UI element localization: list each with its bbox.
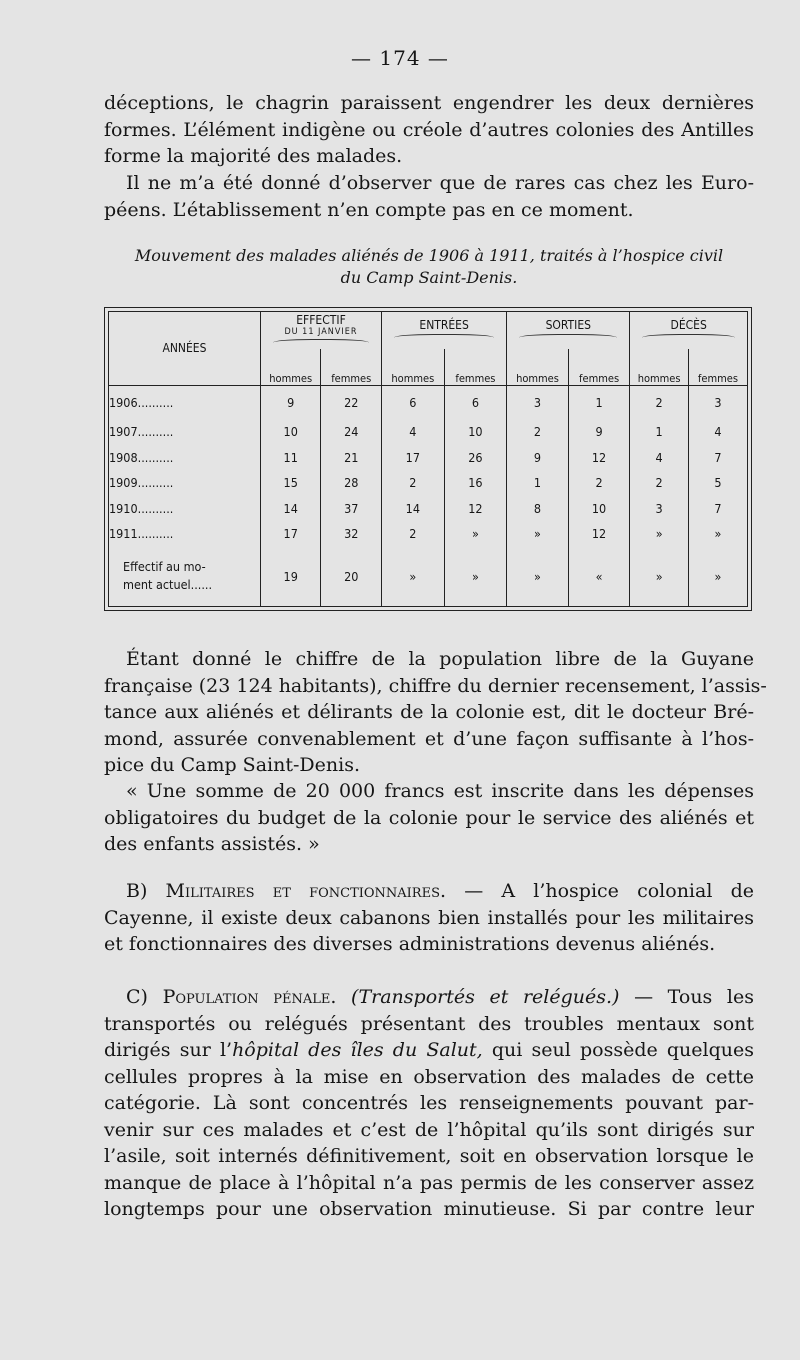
section-b [104,878,754,958]
table-cell: 10 [444,419,507,444]
subheader-femmes: femmes [321,349,382,385]
subheader-femmes: femmes [568,349,630,385]
table-cell: 21 [321,445,382,470]
subheader-hommes: hommes [630,349,689,385]
text-line: longtemps pour une observation minutieuse. Si par contre leur [104,1198,754,1220]
row-year: 1907.......... [109,424,174,440]
table-cell: 37 [321,496,382,521]
table-cell: 12 [444,496,507,521]
patients-table [104,307,752,611]
paragraph-europeans [104,170,754,223]
table-cell: » [507,521,569,547]
table-cell: 1 [630,419,689,444]
table-cell: 4 [688,419,747,444]
table-cell: 3 [688,385,747,419]
table-cell: 1 [568,385,630,419]
table-cell: 14 [382,496,445,521]
caption-line: du Camp Saint-Denis. [340,268,518,287]
table-cell: 12 [568,445,630,470]
table-cell: 15 [260,470,321,495]
table-cell: 2 [630,385,689,419]
paragraph-quote [104,778,754,858]
header-entrees: ENTRÉES [382,312,507,349]
table-row [109,419,747,444]
text-line: Cayenne, il existe deux cabanons bien installés pour les militaires [104,906,754,929]
text-line: déceptions, le chagrin paraissent engendrer les deux dernières [104,92,754,114]
row-year: 1908.......... [109,449,174,465]
table-cell: 7 [688,496,747,521]
text-line: mond, assurée convenablement et d’une façon suffisante à l’hos- [104,727,754,750]
page-number: — 174 — [351,46,449,70]
table-row-current [109,547,747,606]
text-line: et fonctionnaires des diverses administrations devenus aliénés. [104,933,716,955]
text-line: française (23 124 habitants), chiffre du dernier recensement, l’assis- [104,674,767,697]
text-line: transportés ou relégués présentant des troubles mentaux sont [104,1012,754,1035]
paragraph-intro [104,90,754,170]
table-cell: » [444,521,507,547]
caption-line: Mouvement des malades aliénés de 1906 à 1911, traités à l’hospice civil [134,246,724,265]
table-cell: 4 [382,419,445,444]
table-row [109,385,747,419]
table-cell: » [630,547,689,606]
header-annees: ANNÉES [109,312,260,385]
table-caption [104,245,754,289]
text-line: Étant donné le chiffre de la population libre de la Guyane [126,648,754,670]
table-cell: 10 [260,419,321,444]
row-year: 1906.......... [109,394,174,410]
table-cell: » [507,547,569,606]
table-cell: » [630,521,689,547]
table-cell: 32 [321,521,382,547]
row-label: Effectif au mo- ment actuel...... [123,559,213,593]
header-sorties: SORTIES [507,312,630,349]
subheader-femmes: femmes [444,349,507,385]
table-cell: » [688,547,747,606]
text-line: péens. L’établissement n’en compte pas en ce moment. [104,198,634,221]
table-cell: 11 [260,445,321,470]
table-cell: 17 [382,445,445,470]
table-cell: 16 [444,470,507,495]
table-cell: 6 [382,385,445,419]
table-cell: 22 [321,385,382,419]
table-cell: 3 [507,385,569,419]
text-line: C) Population pénale. (Transportés et relégués.) — Tous les [126,986,754,1008]
table-cell: 2 [382,470,445,495]
table-cell: 20 [321,547,382,606]
subheader-femmes: femmes [688,349,747,385]
row-year: 1909.......... [109,475,174,491]
row-year: 1911.......... [109,526,174,542]
table-cell: 28 [321,470,382,495]
text-line: pice du Camp Saint-Denis. [104,754,360,776]
section-title: Population pénale. [162,986,337,1008]
paragraph-guyane [104,646,767,779]
table-cell: » [444,547,507,606]
table-cell: 10 [568,496,630,521]
text-line: formes. L’élément indigène ou créole d’autres colonies des Antilles [104,118,754,141]
table-cell: 2 [630,470,689,495]
text-line: obligatoires du budget de la colonie pour le service des aliénés et [104,806,754,829]
text-line: « Une somme de 20 000 francs est inscrite dans les dépenses [126,780,754,802]
subheader-hommes: hommes [382,349,445,385]
section-c [104,984,754,1223]
row-year: 1910.......... [109,500,174,516]
header-effectif: EFFECTIF DU 11 JANVIER [260,312,381,349]
table-cell: 9 [568,419,630,444]
table-cell: 8 [507,496,569,521]
text-line: forme la majorité des malades. [104,145,403,167]
table-cell: » [688,521,747,547]
table-row [109,445,747,470]
text-line: B) Militaires et fonctionnaires. — A l’hospice colonial de [126,880,754,902]
table-cell: 9 [507,445,569,470]
section-title: Militaires et fonctionnaires. [165,880,447,902]
table-cell: 7 [688,445,747,470]
text-line: dirigés sur l’hôpital des îles du Salut, qui seul possède quelques [104,1039,754,1061]
table-cell: 17 [260,521,321,547]
text-line: l’asile, soit internés définitivement, soit en observation lorsque le [104,1145,754,1167]
table-cell: 12 [568,521,630,547]
table-cell: 26 [444,445,507,470]
table-cell: 5 [688,470,747,495]
table-cell: 2 [507,419,569,444]
table-cell: 3 [630,496,689,521]
table-cell: « [568,547,630,606]
subheader-hommes: hommes [507,349,569,385]
subheader-hommes: hommes [260,349,321,385]
table-cell: 6 [444,385,507,419]
text-line: des enfants assistés. » [104,833,320,855]
table-cell: 19 [260,547,321,606]
table-cell: 9 [260,385,321,419]
table-cell: » [382,547,445,606]
table-cell: 2 [382,521,445,547]
text-line: cellules propres à la mise en observation des malades de cette [104,1065,754,1088]
table-cell: 4 [630,445,689,470]
text-line: catégorie. Là sont concentrés les renseignements pouvant par- [104,1092,754,1114]
table-row [109,470,747,495]
table-cell: 1 [507,470,569,495]
text-line: manque de place à l’hôpital n’a pas permis de les conserver assez [104,1171,754,1194]
table-row [109,496,747,521]
table-cell: 24 [321,419,382,444]
text-line: venir sur ces malades et c’est de l’hôpital qu’ils sont dirigés sur [104,1118,754,1141]
text-line: tance aux aliénés et délirants de la colonie est, dit le docteur Bré- [104,701,754,723]
header-deces: DÉCÈS [630,312,747,349]
table-cell: 2 [568,470,630,495]
table-row [109,521,747,547]
text-line: Il ne m’a été donné d’observer que de rares cas chez les Euro- [126,172,754,194]
table-cell: 14 [260,496,321,521]
